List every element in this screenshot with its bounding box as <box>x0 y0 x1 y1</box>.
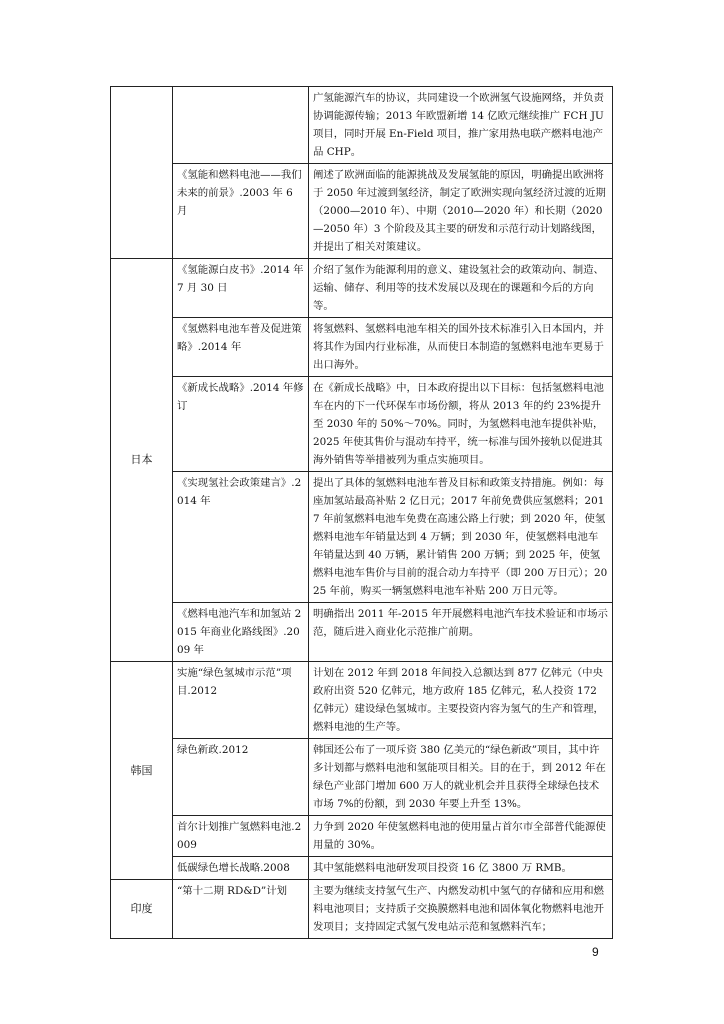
country-cell-korea: 韩国 <box>111 662 173 880</box>
table-row <box>111 857 613 880</box>
page-number: 9 <box>592 945 599 959</box>
content-cell: 介绍了氢作为能源利用的意义、建设氢社会的政策动向、制造、运输、储存、利用等的技术发展以及现在的课题和今后的方向等。 <box>309 259 613 318</box>
country-cell-europe <box>111 87 173 259</box>
content-cell: 提出了具体的氢燃料电池车普及目标和政策支持措施。例如：每座加氢站最高补贴 2 亿日元；2017 年前免费供应氢燃料；2017 年前氢燃料电池车免费在高速公路上行驶；到 2020 年，使氢燃料电池车年销量达到 4 万辆；到 2030 年，使氢燃料电池车年销量达到 40 万辆，累计销售 200 万辆；到 2025 年，使氢燃料电池车售价与目前的混合动力车持平（即 200 万日元）；2025 年前，购买一辆氢燃料电池车补贴 200 万日元等。 <box>309 472 613 603</box>
content-cell: 将氢燃料、氢燃料电池车相关的国外技术标准引入日本国内，并将其作为国内行业标准，从而使日本制造的氢燃料电池车更易于出口海外。 <box>309 318 613 377</box>
table-row <box>111 164 613 259</box>
table-row <box>111 87 613 164</box>
table-row <box>111 603 613 662</box>
content-cell: 明确指出 2011 年-2015 年开展燃料电池汽车技术验证和市场示范，随后进入商业化示范推广前期。 <box>309 603 613 662</box>
content-cell: 阐述了欧洲面临的能源挑战及发展氢能的原因，明确提出欧洲将于 2050 年过渡到氢经济，制定了欧洲实现向氢经济过渡的近期（2000—2010 年）、中期（2010—2020 年）和长期（2020—2050 年）3 个阶段及其主要的研发和示范行动计划路线图，并提出了相关对策建议。 <box>309 164 613 259</box>
country-cell-india: 印度 <box>111 880 173 939</box>
table-row <box>111 259 613 318</box>
table-row <box>111 816 613 857</box>
table-row <box>111 739 613 816</box>
table-row <box>111 472 613 603</box>
policy-cell: 首尔计划推广氢燃料电池.2009 <box>173 816 309 857</box>
policy-cell: “第十二期 RD&D”计划 <box>173 880 309 939</box>
policy-cell: 《氢能源白皮书》.2014 年 7 月 30 日 <box>173 259 309 318</box>
content-cell: 其中氢能燃料电池研发项目投资 16 亿 3800 万 RMB。 <box>309 857 613 880</box>
content-cell: 计划在 2012 年到 2018 年间投入总额达到 877 亿韩元（中央政府出资 520 亿韩元，地方政府 185 亿韩元，私人投资 172 亿韩元）建设绿色氢城市。主要投资内容为氢气的生产和管理，燃料电池的生产等。 <box>309 662 613 739</box>
table-row <box>111 880 613 939</box>
policy-cell: 低碳绿色增长战略.2008 <box>173 857 309 880</box>
policy-table <box>110 86 613 939</box>
table-row <box>111 662 613 739</box>
content-cell: 广氢能源汽车的协议，共同建设一个欧洲氢气设施网络，并负责协调能源传输；2013 年欧盟新增 14 亿欧元继续推广 FCH JU 项目，同时开展 En-Field 项目，推广家用热电联产燃料电池产品 CHP。 <box>309 87 613 164</box>
table-row <box>111 377 613 472</box>
policy-cell: 《燃料电池汽车和加氢站 2015 年商业化路线图》.2009 年 <box>173 603 309 662</box>
policy-cell: 《氢能和燃料电池——我们未来的前景》.2003 年 6 月 <box>173 164 309 259</box>
policy-cell: 《氢燃料电池车普及促进策略》.2014 年 <box>173 318 309 377</box>
policy-cell <box>173 87 309 164</box>
content-cell: 在《新成长战略》中，日本政府提出以下目标：包括氢燃料电池车在内的下一代环保车市场份额，将从 2013 年的约 23%提升至 2030 年的 50%～70%。同时，为氢燃料电池车提供补贴，2025 年使其售价与混动车持平，统一标准与国外接轨以促进其海外销售等举措被列为重点实施项目。 <box>309 377 613 472</box>
policy-cell: 绿色新政.2012 <box>173 739 309 816</box>
policy-cell: 《实现氢社会政策建言》.2014 年 <box>173 472 309 603</box>
policy-cell: 实施“绿色氢城市示范”项目.2012 <box>173 662 309 739</box>
content-cell: 韩国还公布了一项斥资 380 亿美元的“绿色新政”项目，其中许多计划都与燃料电池和氢能项目相关。目的在于，到 2012 年在绿色产业部门增加 600 万人的就业机会并且获得全球绿色技术市场 7%的份额，到 2030 年要上升至 13%。 <box>309 739 613 816</box>
policy-cell: 《新成长战略》.2014 年修订 <box>173 377 309 472</box>
content-cell: 主要为继续支持氢气生产、内燃发动机中氢气的存储和应用和燃料电池项目；支持质子交换膜燃料电池和固体氧化物燃料电池开发项目；支持固定式氢气发电站示范和氢燃料汽车； <box>309 880 613 939</box>
content-cell: 力争到 2020 年使氢燃料电池的使用量占首尔市全部普代能源使用量的 30%。 <box>309 816 613 857</box>
table-row <box>111 318 613 377</box>
country-cell-japan: 日本 <box>111 259 173 662</box>
